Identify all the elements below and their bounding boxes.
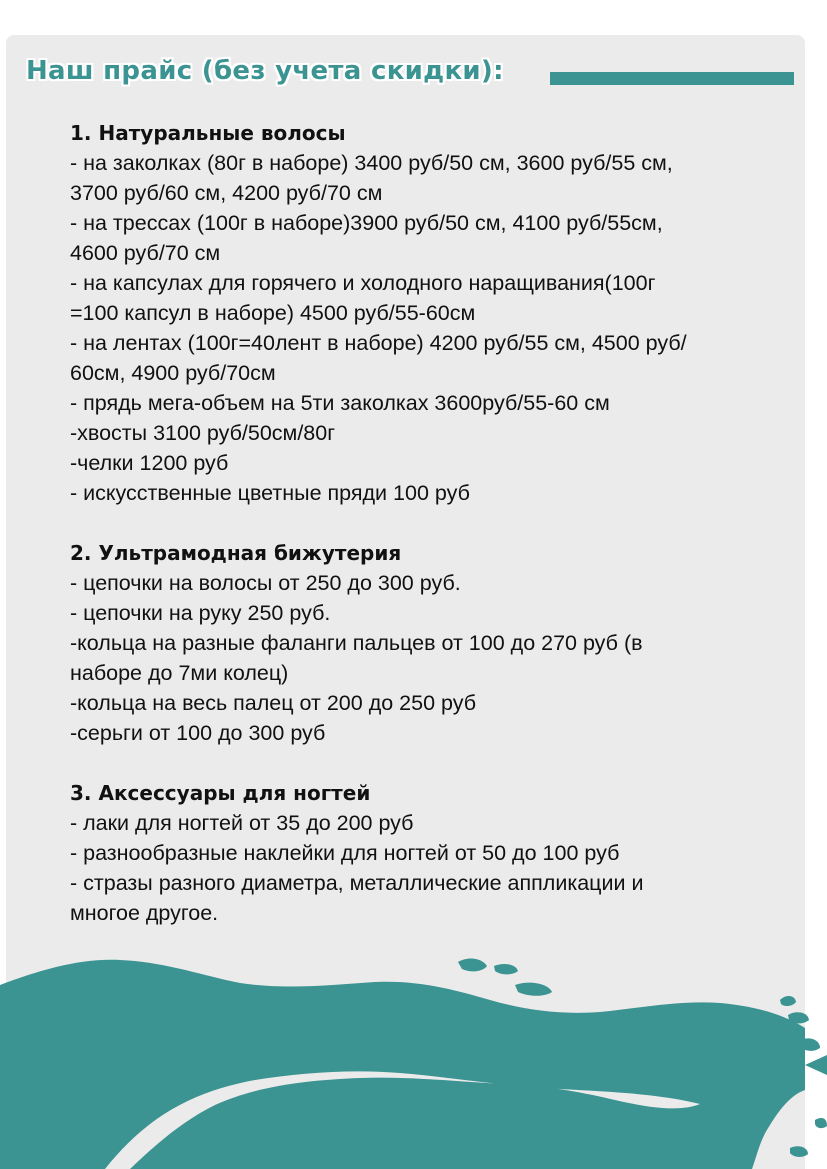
- section-heading: 1. Натуральные волосы: [70, 121, 346, 145]
- price-line: - цепочки на волосы от 250 до 300 руб.: [70, 571, 461, 595]
- price-line: - прядь мега-объем на 5ти заколках 3600руб/55-60 см: [70, 391, 610, 415]
- price-line: - на заколках (80г в наборе) 3400 руб/50 см, 3600 руб/55 см,: [70, 151, 673, 175]
- price-line: - искусственные цветные пряди 100 руб: [70, 481, 470, 505]
- price-line: - на трессах (100г в наборе)3900 руб/50 см, 4100 руб/55см,: [70, 211, 663, 235]
- price-line: 60см, 4900 руб/70см: [70, 361, 276, 385]
- price-line: -кольца на весь палец от 200 до 250 руб: [70, 691, 477, 715]
- price-line: многое другое.: [70, 901, 219, 925]
- price-line: -кольца на разные фаланги пальцев от 100 до 270 руб (в: [70, 631, 643, 655]
- price-line: - на капсулах для горячего и холодного наращивания(100г: [70, 271, 656, 295]
- splash-drop: [815, 1118, 827, 1128]
- section-natural-hair: [70, 118, 785, 508]
- price-line: -серьги от 100 до 300 руб: [70, 721, 326, 745]
- title-accent-bar: [550, 72, 794, 85]
- price-line: - цепочки на руку 250 руб.: [70, 601, 331, 625]
- price-line: - на лентах (100г=40лент в наборе) 4200 руб/55 см, 4500 руб/: [70, 331, 687, 355]
- section-jewelry: [70, 538, 785, 748]
- price-line: - лаки для ногтей от 35 до 200 руб: [70, 811, 414, 835]
- price-line: -челки 1200 руб: [70, 451, 229, 475]
- splash-drop: [805, 1055, 827, 1075]
- price-line: -хвосты 3100 руб/50см/80г: [70, 421, 336, 445]
- price-line: - стразы разного диаметра, металлические аппликации и: [70, 871, 644, 895]
- page-title: Наш прайс (без учета скидки):: [26, 56, 504, 86]
- section-heading: 3. Аксессуары для ногтей: [70, 781, 371, 805]
- price-line: 4600 руб/70 см: [70, 241, 221, 265]
- price-line: 3700 руб/60 см, 4200 руб/70 см: [70, 181, 383, 205]
- section-heading: 2. Ультрамодная бижутерия: [70, 541, 402, 565]
- section-nail-accessories: [70, 778, 785, 928]
- price-line: =100 капсул в наборе) 4500 руб/55-60см: [70, 301, 476, 325]
- price-line: - разнообразные наклейки для ногтей от 50 до 100 руб: [70, 841, 620, 865]
- price-line: наборе до 7ми колец): [70, 661, 289, 685]
- price-list: [70, 118, 785, 958]
